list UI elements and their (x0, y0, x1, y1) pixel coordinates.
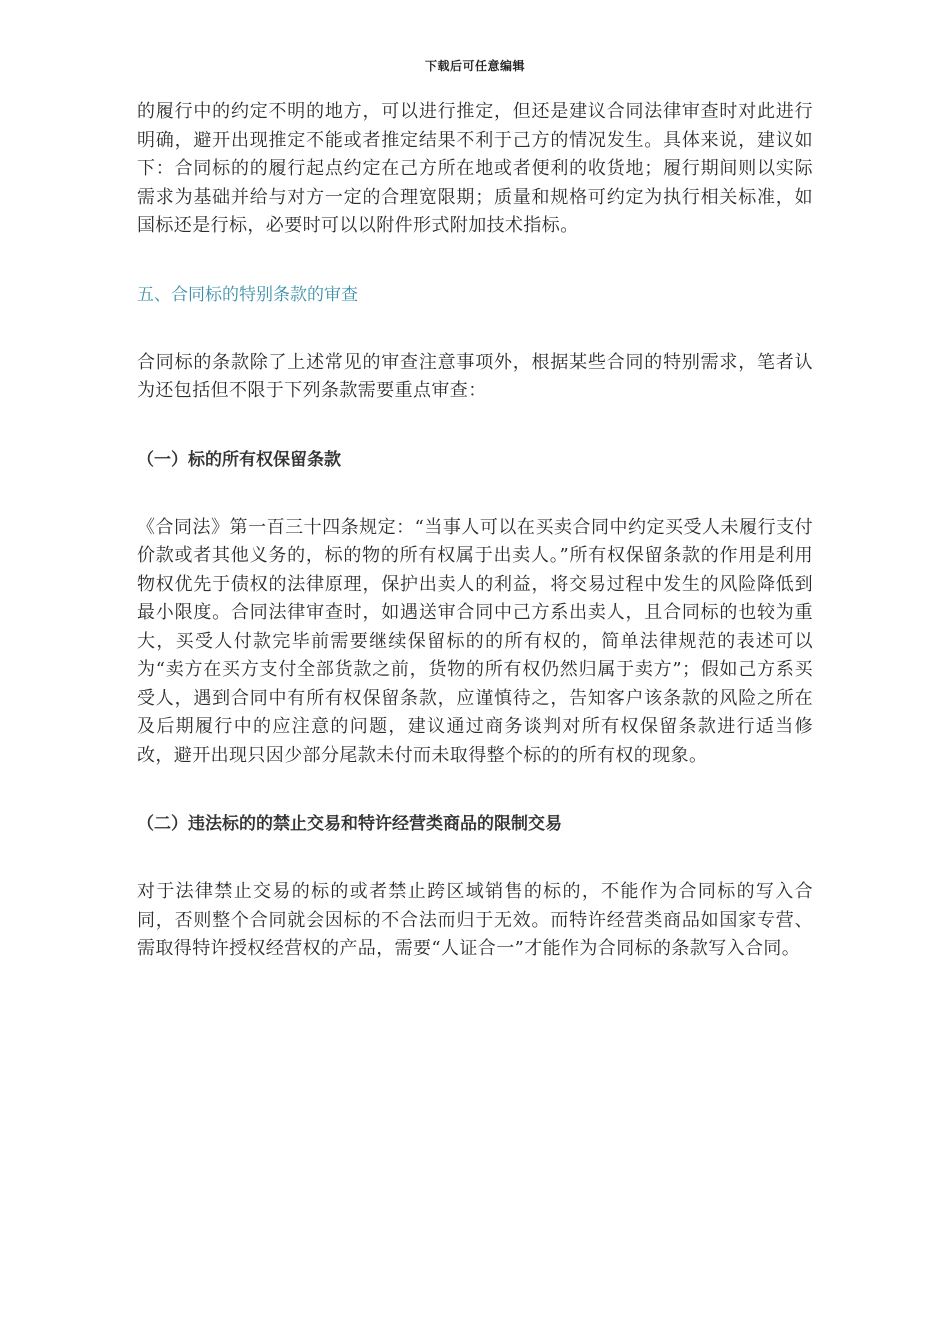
page-header: 下载后可任意编辑 (424, 59, 525, 73)
paragraph-prohibited-trade: 对于法律禁止交易的标的或者禁止跨区域销售的标的，不能作为合同标的写入合同，否则整个合同就会因标的不合法而归于无效。而特许经营类商品如国家专营、需取得特许授权经营权的产品，需要“人证合一”才能作为合同标的条款写入合同。 (137, 881, 813, 959)
paragraph-performance: 的履行中的约定不明的地方，可以进行推定，但还是建议合同法律审查时对此进行明确，避开出现推定不能或者推定结果不利于己方的情况发生。具体来说，建议如下：合同标的的履行起点约定在己方所在地或者便利的收货地；履行期间则以实际需求为基础并给与对方一定的合理宽限期；质量和规格可约定为执行相关标准，如国标还是行标，必要时可以以附件形式附加技术指标。 (137, 101, 813, 236)
document-body (137, 98, 813, 964)
subheading-retention-of-title: （一）标的所有权保留条款 (137, 449, 341, 470)
subheading-prohibited-trade: （二）违法标的的禁止交易和特许经营类商品的限制交易 (137, 814, 562, 834)
paragraph-retention-of-title: 《合同法》第一百三十四条规定：“当事人可以在买卖合同中约定买受人未履行支付价款或者其他义务的，标的物的所有权属于出卖人。”所有权保留条款的作用是利用物权优先于债权的法律原理，保护出卖人的利益，将交易过程中发生的风险降低到最小限度。合同法律审查时，如遇送审合同中己方系出卖人，且合同标的也较为重大，买受人付款完毕前需要继续保留标的的所有权的，简单法律规范的表述可以为“卖方在买方支付全部货款之前，货物的所有权仍然归属于卖方”；假如己方系买受人，遇到合同中有所有权保留条款，应谨慎待之，告知客户该条款的风险之所在及后期履行中的应注意的问题，建议通过商务谈判对所有权保留条款进行适当修改，避开出现只因少部分尾款未付而未取得整个标的的所有权的现象。 (137, 516, 813, 766)
paragraph-special-clauses: 合同标的条款除了上述常见的审查注意事项外，根据某些合同的特别需求，笔者认为还包括但不限于下列条款需要重点审查： (137, 351, 813, 401)
section-heading-5: 五、合同标的特别条款的审查 (137, 284, 358, 305)
